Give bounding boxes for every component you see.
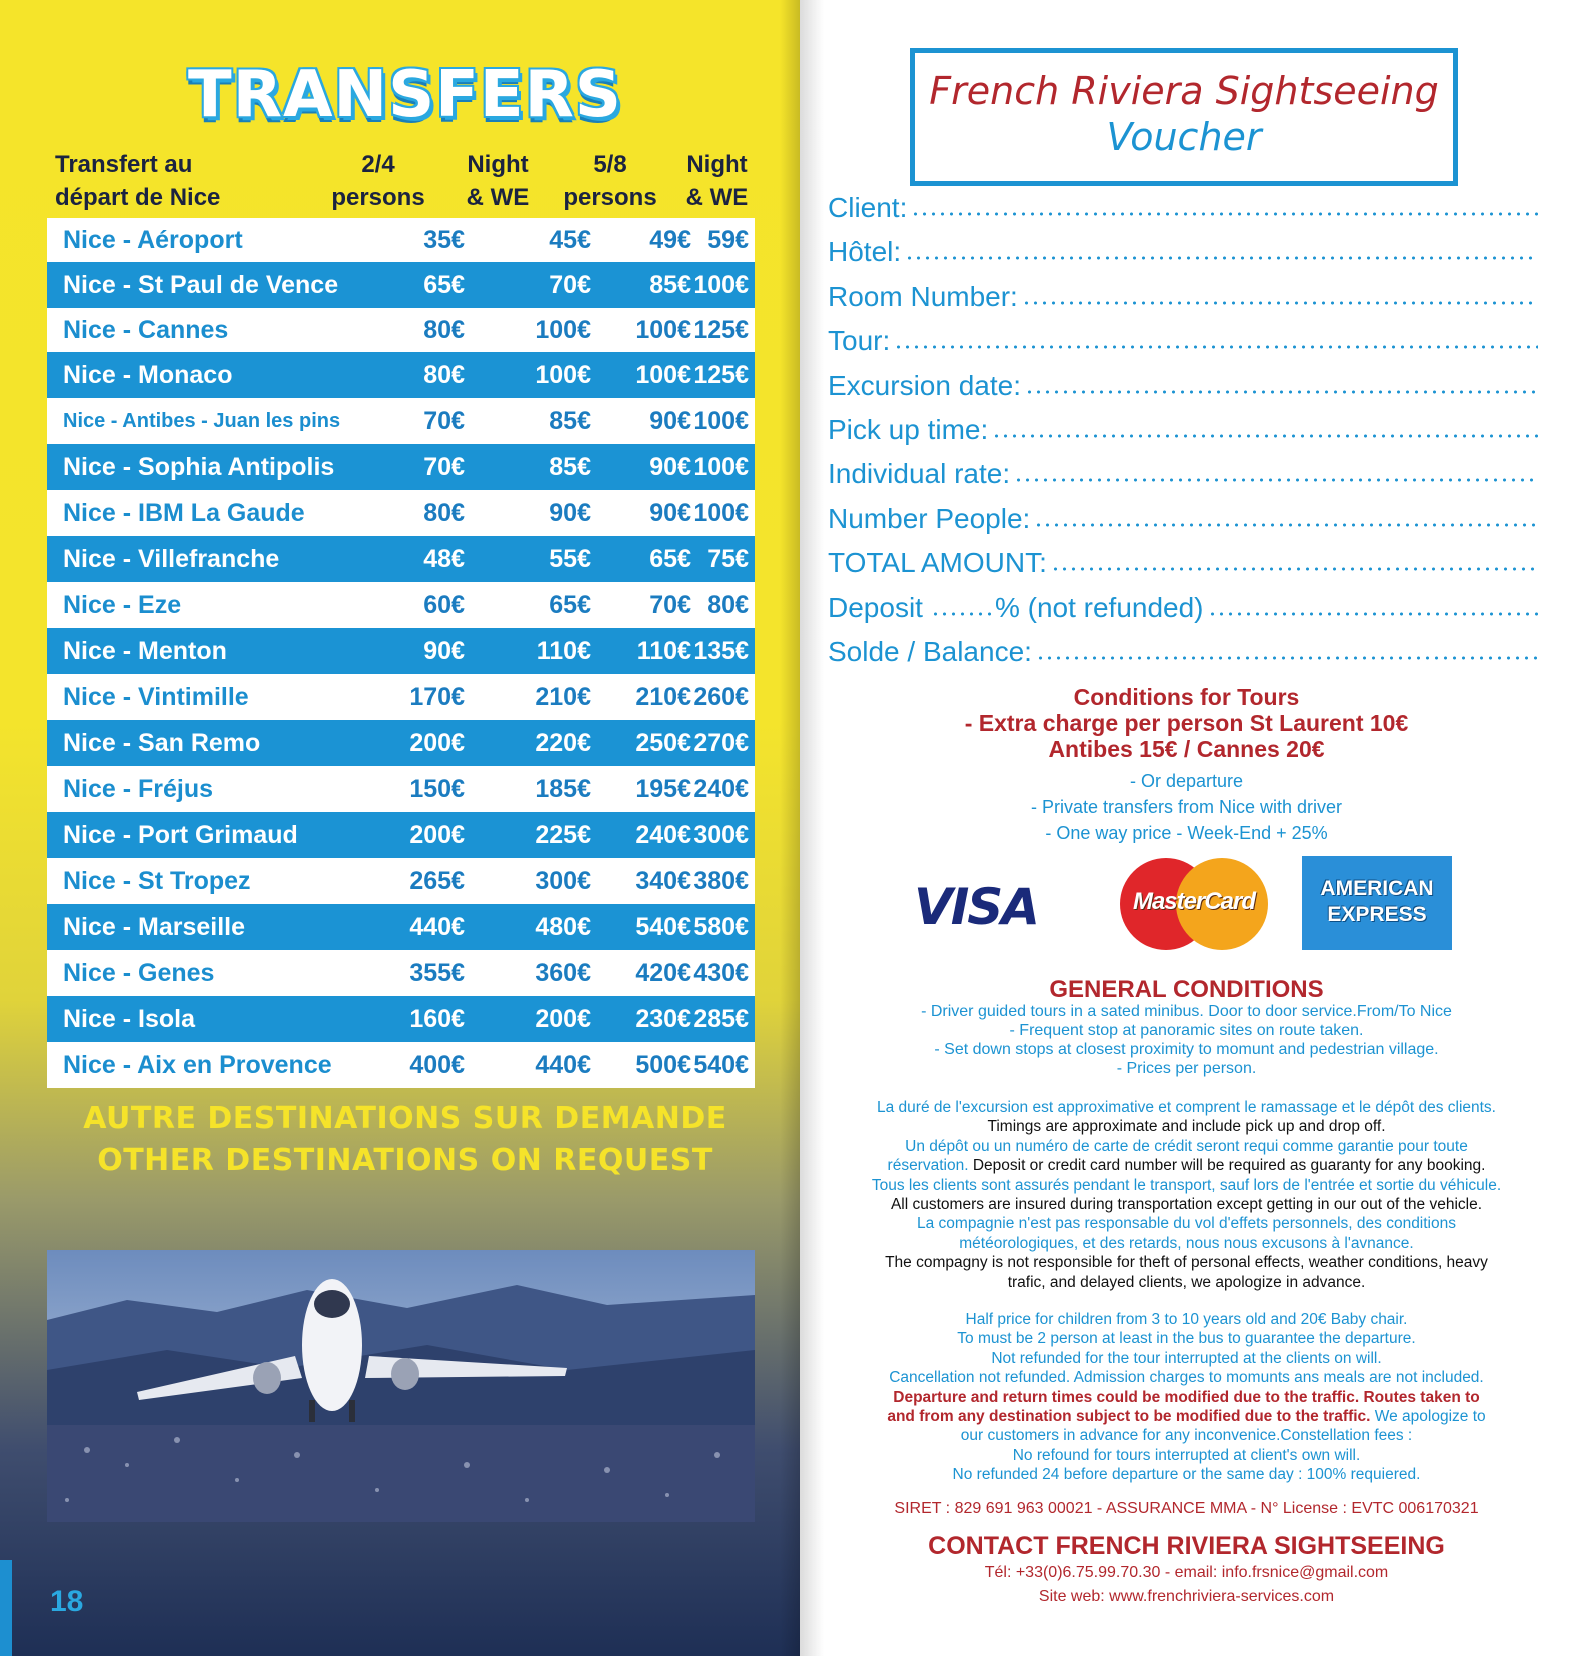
price-5-8-persons: 540€	[635, 913, 691, 941]
price-2-4-persons: 70€	[423, 407, 465, 435]
field-balance[interactable]	[828, 636, 1538, 680]
price-5-8-night-we: 135€	[693, 637, 749, 665]
table-row	[47, 812, 755, 858]
price-2-4-night-we: 70€	[549, 271, 591, 299]
terms-line: our customers in advance for any inconvenice.Constellation fees :	[960, 1427, 1413, 1445]
price-2-4-persons: 355€	[409, 959, 465, 987]
price-2-4-night-we: 85€	[549, 453, 591, 481]
price-2-4-night-we: 200€	[535, 1005, 591, 1033]
price-5-8-persons: 230€	[635, 1005, 691, 1033]
header-5-8-persons	[555, 148, 665, 214]
field-deposit-note: % (not refunded)	[994, 591, 1204, 623]
price-5-8-persons: 70€	[649, 591, 691, 619]
header-c2-line1: Night	[467, 151, 529, 178]
price-2-4-night-we: 55€	[549, 545, 591, 573]
price-5-8-persons: 90€	[649, 407, 691, 435]
price-2-4-persons: 70€	[423, 453, 465, 481]
excursion-terms	[820, 1098, 1553, 1292]
field-tour-blank[interactable]	[894, 344, 1538, 350]
header-route	[55, 148, 220, 214]
price-5-8-night-we: 59€	[707, 226, 749, 254]
terms-line: Tous les clients sont assurés pendant le transport, sauf lors de l'entrée et sortie du véhicule.	[871, 1176, 1502, 1194]
price-2-4-persons: 90€	[423, 637, 465, 665]
table-row	[47, 720, 755, 766]
terms-line: trafic, and delayed clients, we apologize in advance.	[1007, 1273, 1366, 1291]
terms-line: All customers are insured during transportation except getting in our out of the vehicle.	[890, 1196, 1483, 1214]
field-total-label: TOTAL AMOUNT:	[828, 547, 1047, 579]
route-cell: Nice - Villefranche	[63, 545, 280, 573]
price-2-4-night-we: 220€	[535, 729, 591, 757]
header-night-we-1	[453, 148, 543, 214]
route-cell: Nice - Monaco	[63, 361, 233, 389]
field-balance-label: Solde / Balance:	[828, 635, 1032, 667]
field-excursion-date[interactable]	[828, 370, 1538, 414]
header-c3-line2: persons	[563, 184, 657, 211]
price-2-4-night-we: 210€	[535, 683, 591, 711]
field-pickup-label: Pick up time:	[828, 413, 989, 445]
route-cell: Nice - St Tropez	[63, 867, 251, 895]
general-conditions-title: GENERAL CONDITIONS	[1049, 976, 1324, 1003]
terms-line: No refunded 24 before departure or the same day : 100% requiered.	[952, 1466, 1421, 1484]
price-5-8-night-we: 580€	[693, 913, 749, 941]
route-cell: Nice - Marseille	[63, 913, 246, 941]
table-row	[47, 950, 755, 996]
terms-fragment: réservation.	[887, 1157, 969, 1175]
field-client-label: Client:	[828, 192, 908, 223]
header-c4-line1: Night	[686, 151, 748, 178]
field-pickup-blank[interactable]	[992, 433, 1538, 439]
price-5-8-night-we: 285€	[693, 1005, 749, 1033]
field-individual-rate[interactable]	[828, 458, 1538, 502]
field-pickup-time[interactable]	[828, 414, 1538, 458]
field-total-blank[interactable]	[1051, 566, 1538, 572]
contact-phone-email: Tél: +33(0)6.75.99.70.30 - email: info.frsnice@gmail.com	[984, 1564, 1389, 1581]
table-row	[47, 490, 755, 536]
price-2-4-persons: 200€	[409, 821, 465, 849]
field-date-blank[interactable]	[1025, 389, 1538, 395]
price-2-4-persons: 65€	[423, 271, 465, 299]
price-2-4-persons: 440€	[409, 913, 465, 941]
table-row	[47, 308, 755, 352]
price-2-4-night-we: 65€	[549, 591, 591, 619]
other-destinations-notice	[60, 1098, 750, 1182]
terms-line: Not refunded for the tour interrupted at the clients on will.	[991, 1349, 1382, 1367]
field-rate-label: Individual rate:	[828, 458, 1011, 490]
conditions-for-tours	[800, 684, 1573, 762]
price-5-8-persons: 210€	[635, 683, 691, 711]
price-2-4-persons: 80€	[423, 316, 465, 344]
price-5-8-night-we: 100€	[693, 453, 749, 481]
field-tour[interactable]	[828, 325, 1538, 369]
route-cell: Nice - Fréjus	[63, 775, 214, 803]
price-5-8-night-we: 80€	[707, 591, 749, 619]
table-header	[55, 148, 755, 214]
price-5-8-persons: 90€	[649, 499, 691, 527]
field-number-people[interactable]	[828, 503, 1538, 547]
price-2-4-night-we: 110€	[536, 637, 591, 665]
voucher-title-line2: Voucher	[1106, 115, 1262, 159]
conditions-note-3: - One way price - Week-End + 25%	[1045, 823, 1328, 843]
field-deposit-blank[interactable]	[1208, 611, 1538, 617]
price-2-4-persons: 400€	[409, 1051, 465, 1079]
route-cell: Nice - Genes	[63, 959, 215, 987]
price-2-4-night-we: 100€	[535, 316, 591, 344]
general-condition-3: - Set down stops at closest proximity to momunt and pedestrian village.	[934, 1041, 1439, 1058]
price-5-8-night-we: 380€	[693, 867, 749, 895]
price-2-4-night-we: 90€	[549, 499, 591, 527]
field-room-number[interactable]	[828, 281, 1538, 325]
table-row	[47, 398, 755, 444]
price-2-4-night-we: 300€	[535, 867, 591, 895]
price-5-8-night-we: 430€	[693, 959, 749, 987]
conditions-extra-charge: - Extra charge per person St Laurent 10€	[964, 710, 1409, 736]
route-cell: Nice - St Paul de Vence	[63, 271, 339, 299]
price-2-4-night-we: 440€	[535, 1051, 591, 1079]
field-deposit[interactable]	[828, 592, 1538, 636]
conditions-extra-charge-2: Antibes 15€ / Cannes 20€	[1048, 736, 1325, 762]
voucher-title-line1: French Riviera Sightseeing	[929, 69, 1439, 113]
airplane-photo	[47, 1250, 755, 1522]
table-row	[47, 766, 755, 812]
terms-line: Un dépôt ou un numéro de carte de crédit seront requi comme garantie pour toute	[905, 1137, 1468, 1155]
table-row	[47, 1042, 755, 1088]
terms-line	[820, 1407, 1553, 1426]
terms-line-bold: Departure and return times could be modified due to the traffic. Routes taken to	[893, 1388, 1480, 1406]
field-hotel[interactable]	[828, 236, 1538, 280]
field-hotel-blank[interactable]	[905, 255, 1538, 261]
price-5-8-persons: 195€	[635, 775, 691, 803]
terms-fragment: We apologize to	[1370, 1408, 1486, 1426]
terms-line: Timings are approximate and include pick up and drop off.	[987, 1118, 1386, 1136]
transfer-price-table	[47, 218, 755, 1088]
field-tour-label: Tour:	[828, 325, 891, 357]
price-5-8-persons: 240€	[635, 821, 691, 849]
price-5-8-persons: 340€	[635, 867, 691, 895]
amex-line1: AMERICAN	[1320, 877, 1434, 900]
route-cell: Nice - Menton	[63, 637, 227, 665]
field-people-label: Number People:	[828, 502, 1031, 534]
table-row	[47, 582, 755, 628]
general-condition-1: - Driver guided tours in a sated minibus. Door to door service.From/To Nice	[921, 1003, 1452, 1020]
price-5-8-persons: 500€	[635, 1051, 691, 1079]
table-row	[47, 262, 755, 308]
route-cell: Nice - Vintimille	[63, 683, 249, 711]
page-title: TRANSFERS	[188, 58, 622, 132]
price-5-8-persons: 100€	[635, 361, 691, 389]
price-2-4-night-we: 85€	[549, 407, 591, 435]
price-2-4-persons: 80€	[423, 499, 465, 527]
terms-fragment-bold: and from any destination subject to be modified due to the traffic.	[887, 1408, 1371, 1426]
price-5-8-persons: 85€	[649, 271, 691, 299]
mastercard-logo	[1120, 858, 1268, 952]
terms-line: To must be 2 person at least in the bus to guarantee the departure.	[957, 1330, 1416, 1348]
booking-terms	[820, 1310, 1553, 1485]
header-c3-line1: 5/8	[593, 151, 627, 178]
price-2-4-night-we: 360€	[535, 959, 591, 987]
terms-line	[820, 1156, 1553, 1175]
price-2-4-persons: 170€	[409, 683, 465, 711]
route-cell: Nice - Port Grimaud	[63, 821, 298, 849]
price-5-8-night-we: 125€	[693, 361, 749, 389]
price-5-8-night-we: 260€	[693, 683, 749, 711]
table-row	[47, 674, 755, 720]
price-2-4-persons: 80€	[423, 361, 465, 389]
general-conditions-list	[800, 1002, 1573, 1078]
terms-line: La duré de l'excursion est approximative et comprent le ramassage et le dépôt des clients.	[877, 1099, 1496, 1116]
table-row	[47, 444, 755, 490]
price-5-8-night-we: 100€	[693, 499, 749, 527]
conditions-title: Conditions for Tours	[1073, 684, 1300, 710]
field-hotel-label: Hôtel:	[828, 236, 902, 268]
contact-title: CONTACT FRENCH RIVIERA SIGHTSEEING	[928, 1532, 1445, 1560]
table-row	[47, 996, 755, 1042]
header-c1-line2: persons	[331, 184, 425, 211]
price-5-8-persons: 110€	[636, 637, 691, 665]
payment-cards	[800, 856, 1573, 952]
price-5-8-persons: 49€	[649, 226, 691, 254]
conditions-notes	[800, 768, 1573, 846]
header-2-4-persons	[323, 148, 433, 214]
price-5-8-night-we: 540€	[693, 1051, 749, 1079]
route-cell: Nice - Aéroport	[63, 226, 243, 254]
terms-line: Cancellation not refunded. Admission charges to momunts ans meals are not included.	[889, 1369, 1484, 1387]
airplane-illustration	[47, 1250, 755, 1522]
route-cell: Nice - Antibes - Juan les pins	[63, 410, 341, 432]
price-5-8-persons: 250€	[635, 729, 691, 757]
price-5-8-night-we: 270€	[693, 729, 749, 757]
price-5-8-persons: 90€	[649, 453, 691, 481]
visa-logo: VISA	[914, 878, 1039, 936]
field-room-blank[interactable]	[1022, 300, 1538, 306]
route-cell: Nice - Isola	[63, 1005, 195, 1033]
field-balance-blank[interactable]	[1036, 655, 1538, 661]
price-5-8-night-we: 100€	[693, 271, 749, 299]
price-2-4-persons: 265€	[409, 867, 465, 895]
field-client-blank[interactable]	[911, 211, 1538, 217]
contact-website: Site web: www.frenchriviera-services.com	[1038, 1588, 1335, 1605]
mastercard-text: MasterCard	[1132, 888, 1256, 915]
price-2-4-night-we: 100€	[535, 361, 591, 389]
field-rate-blank[interactable]	[1014, 477, 1538, 483]
field-client[interactable]	[828, 192, 1538, 236]
price-2-4-persons: 60€	[423, 591, 465, 619]
siret-license-info: SIRET : 829 691 963 00021 - ASSURANCE MMA - N° License : EVTC 006170321	[894, 1500, 1479, 1517]
terms-line: La compagnie n'est pas responsable du vol d'effets personnels, des conditions	[916, 1215, 1456, 1233]
header-c1-line1: 2/4	[361, 151, 395, 178]
route-cell: Nice - Sophia Antipolis	[63, 453, 335, 481]
page-edge-accent	[0, 1560, 12, 1656]
field-deposit-percent-blank[interactable]	[931, 611, 995, 617]
route-cell: Nice - Cannes	[63, 316, 229, 344]
price-2-4-night-we: 480€	[535, 913, 591, 941]
price-2-4-night-we: 185€	[535, 775, 591, 803]
price-5-8-persons: 65€	[649, 545, 691, 573]
conditions-note-1: - Or departure	[1129, 771, 1244, 791]
price-2-4-persons: 35€	[423, 226, 465, 254]
table-row	[47, 904, 755, 950]
header-c4-line2: & WE	[685, 184, 749, 211]
route-cell: Nice - San Remo	[63, 729, 261, 757]
header-c2-line2: & WE	[466, 184, 530, 211]
price-5-8-night-we: 100€	[693, 407, 749, 435]
other-destinations-fr: AUTRE DESTINATIONS SUR DEMANDE	[83, 1101, 727, 1136]
terms-line: The compagny is not responsible for theft of personal effects, weather conditions, heavy	[885, 1254, 1488, 1272]
conditions-note-2: - Private transfers from Nice with driver	[1030, 797, 1343, 817]
field-date-label: Excursion date:	[828, 369, 1021, 401]
other-destinations-en: OTHER DESTINATIONS ON REQUEST	[97, 1143, 713, 1178]
price-2-4-persons: 200€	[409, 729, 465, 757]
terms-fragment: Deposit or credit card number will be required as guaranty for any booking.	[968, 1157, 1486, 1175]
route-cell: Nice - Eze	[63, 591, 182, 619]
price-2-4-persons: 160€	[409, 1005, 465, 1033]
price-2-4-night-we: 45€	[549, 226, 591, 254]
voucher-page	[800, 0, 1573, 1656]
price-5-8-night-we: 75€	[707, 545, 749, 573]
amex-line2: EXPRESS	[1327, 903, 1427, 926]
price-2-4-night-we: 225€	[535, 821, 591, 849]
table-row	[47, 628, 755, 674]
header-route-line2: départ de Nice	[55, 184, 221, 211]
field-total-amount[interactable]	[828, 547, 1538, 591]
page-number: 18	[50, 1585, 84, 1618]
price-5-8-persons: 420€	[635, 959, 691, 987]
terms-line: météorologiques, et des retards, nous nous excusons à l'avnance.	[959, 1234, 1414, 1252]
general-condition-2: - Frequent stop at panoramic sites on route taken.	[1009, 1022, 1364, 1039]
table-row	[47, 858, 755, 904]
price-5-8-persons: 100€	[635, 316, 691, 344]
field-people-blank[interactable]	[1034, 522, 1538, 528]
field-room-label: Room Number:	[828, 280, 1018, 312]
voucher-form	[828, 192, 1538, 680]
header-night-we-2	[672, 148, 762, 214]
price-5-8-night-we: 240€	[693, 775, 749, 803]
field-deposit-label: Deposit	[828, 591, 923, 623]
general-condition-4: - Prices per person.	[1116, 1060, 1257, 1077]
voucher-title-box	[910, 48, 1458, 186]
price-2-4-persons: 48€	[423, 545, 465, 573]
route-cell: Nice - Aix en Provence	[63, 1051, 332, 1079]
price-2-4-persons: 150€	[409, 775, 465, 803]
terms-line: No refound for tours interrupted at client's own will.	[1012, 1446, 1361, 1464]
header-route-line1: Transfert au	[55, 151, 193, 178]
american-express-logo	[1302, 856, 1452, 950]
table-row	[47, 352, 755, 398]
table-row	[47, 536, 755, 582]
price-5-8-night-we: 125€	[693, 316, 749, 344]
spine-shadow	[780, 0, 800, 1656]
route-cell: Nice - IBM La Gaude	[63, 499, 305, 527]
price-5-8-night-we: 300€	[693, 821, 749, 849]
table-row	[47, 218, 755, 262]
terms-line: Half price for children from 3 to 10 years old and 20€ Baby chair.	[965, 1311, 1408, 1328]
